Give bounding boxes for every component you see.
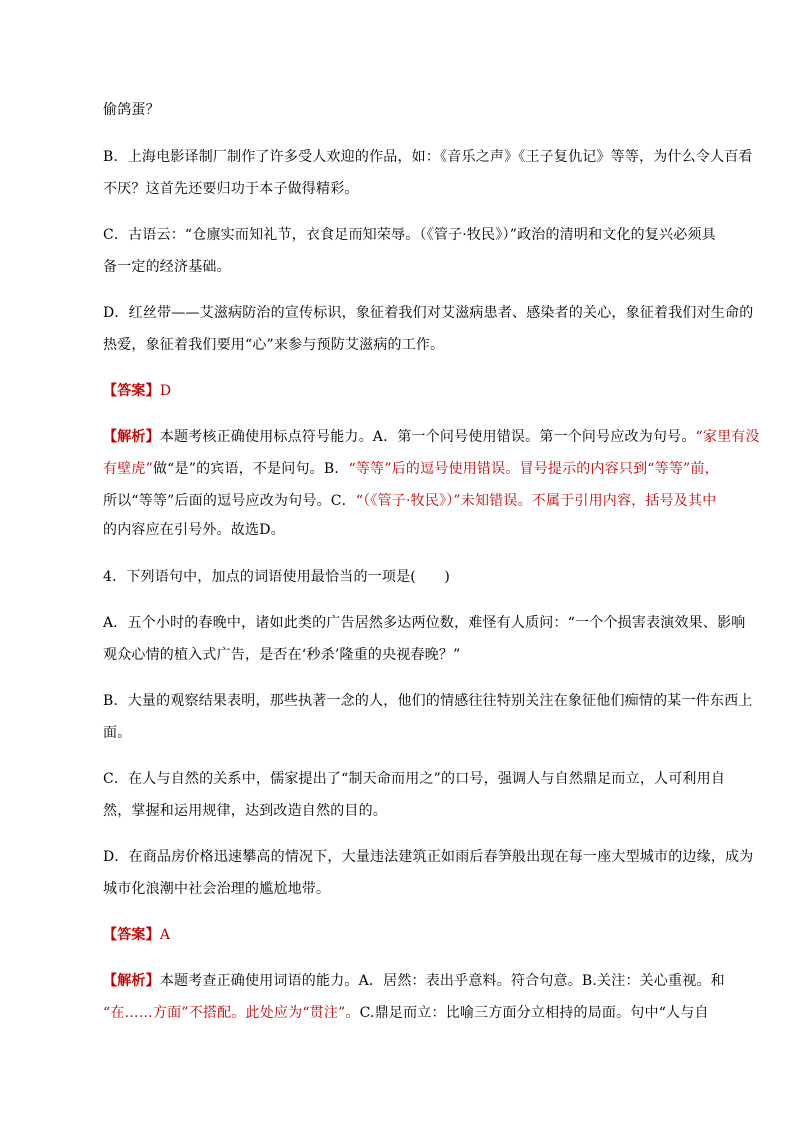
question-4-stem: 4．下列语句中，加点的词语使用最恰当的一项是( ) [103,569,451,585]
analysis2-line-2: “在……方面”不搭配。此处应为“贯注”。C.鼎足而立：比喻三方面分立相持的局面。句中“人与自 [103,1005,709,1021]
text-line-6: D．红丝带——艾滋病防治的宣传标识，象征着我们对艾滋病患者、感染者的关心，象征着我们对生命的 [103,305,754,321]
option-a-line-2: 观众心情的植入式广告，是否在‘秒杀’隆重的央视春晚？” [103,647,461,663]
answer-line-1: 【答案】D [103,383,172,399]
option-d-line-1: D．在商品房价格迅速攀高的情况下，大量违法建筑正如雨后春笋般出现在每一座大型城市的边缘，成为 [103,849,754,865]
analysis-line-2: 有壁虎”做“是”的宾语，不是问句。B．“等等”后的逗号使用错误。冒号提示的内容只到“等等”前， [103,461,719,477]
text-line-2: B．上海电影译制厂制作了许多受人欢迎的作品，如：《音乐之声》《王子复仇记》等等，为什么令人百看 [103,149,753,165]
text-line-5: 备一定的经济基础。 [103,259,231,275]
option-d-line-2: 城市化浪潮中社会治理的尴尬地带。 [103,881,331,897]
option-c-line-1: C．在人与自然的关系中，儒家提出了“制天命而用之”的口号，强调人与自然鼎足而立，人可利用自 [103,771,726,787]
text-line-3: 不厌？这首先还要归功于本子做得精彩。 [103,181,359,197]
text-line-7: 热爱，象征着我们要用“心”来参与预防艾滋病的工作。 [103,337,445,353]
option-b-line-1: B．大量的观察结果表明，那些执著一念的人，他们的情感往往特别关注在象征他们痴情的某一件东西上 [103,693,753,709]
text-line-4: C．古语云：“仓廪实而知礼节，衣食足而知荣辱。（《管子·牧民》）”政治的清明和文化的复兴必须具 [103,227,716,243]
option-c-line-2: 然，掌握和运用规律，达到改造自然的目的。 [103,803,387,819]
analysis2-line-1: 【解析】本题考查正确使用词语的能力。A．居然：表出乎意料。符合句意。B.关注：关心重视。和 [103,973,725,989]
analysis-line-4: 的内容应在引号外。故选D。 [103,522,285,538]
analysis-line-1: 【解析】本题考核正确使用标点符号能力。A．第一个问号使用错误。第一个问号应改为句号。“家里有没 [103,429,760,445]
text-line-1: 偷鸽蛋？ [103,102,160,118]
option-b-line-2: 面。 [103,725,132,741]
option-a-line-1: A．五个小时的春晚中，诸如此类的广告居然多达两位数，难怪有人质问：“一个个损害表演效果、影响 [103,615,746,631]
analysis-line-3: 所以“等等”后面的逗号应改为句号。C．“（《管子·牧民》）”未知错误。不属于引用内容，括号及其中 [103,493,717,509]
answer-line-2: 【答案】A [103,927,171,943]
